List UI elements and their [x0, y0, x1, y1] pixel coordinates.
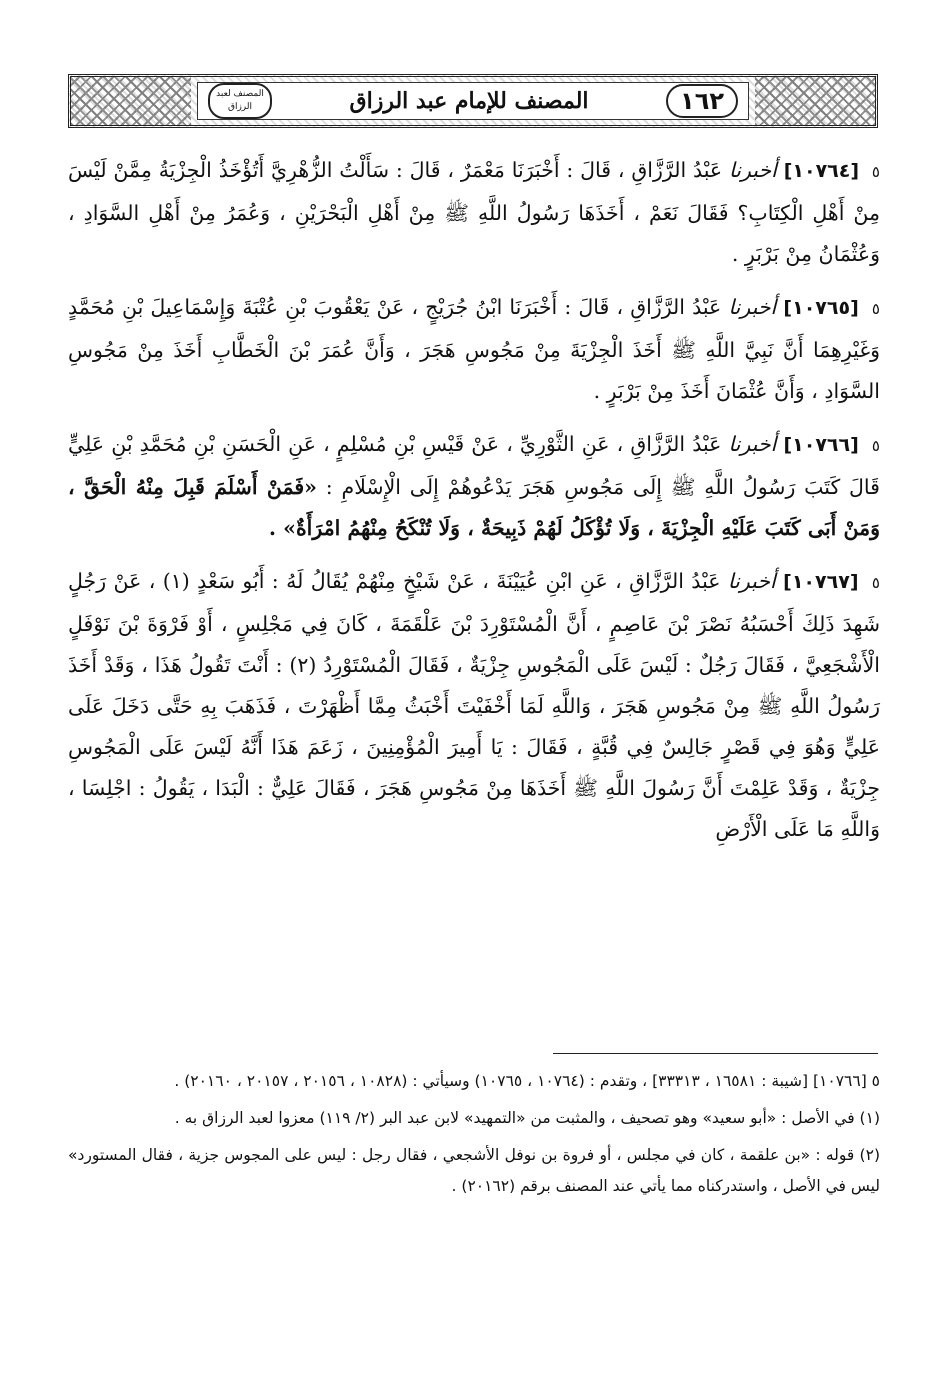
hadith-entry: [68, 150, 880, 275]
hadith-number: [١٠٧٦٧]: [783, 571, 859, 593]
hadith-entry: [68, 561, 880, 850]
hadith-text: عَبْدُ الرَّزَّاقِ ، قَالَ : أَخْبَرَنَا مَعْمَرٌ ، قَالَ : سَأَلْتُ الزُّهْرِيَّ أَتُؤْخَذُ الْجِزْيَةُ مِمَّنْ لَيْسَ مِنْ أَهْلِ الْكِتَابِ؟ فَقَالَ نَعَمْ ، أَخَذَهَا رَسُولُ اللَّهِ ﷺ مِنْ أَهْلِ الْبَحْرَيْنِ ، وَعُمَرُ مِنْ أَهْلِ السَّوَادِ ، وَعُثْمَانُ مِنْ بَرْبَرٍ .: [68, 158, 880, 266]
page-header: [68, 74, 878, 128]
hadith-text: عَبْدُ الرَّزَّاقِ ، عَنِ الثَّوْرِيِّ ، عَنْ قَيْسِ بْنِ مُسْلِمٍ ، عَنِ الْحَسَنِ بْنِ مُحَمَّدِ بْنِ عَلِيٍّ قَالَ كَتَبَ رَسُولُ اللَّهِ ﷺ إِلَى مَجُوسِ هَجَرَ يَدْعُوهُمْ إِلَى الْإِسْلَامِ :: [68, 432, 880, 499]
akhbarana-word: أخبرنا: [727, 569, 776, 593]
hadith-quote: «فَمَنْ أَسْلَمَ قَبِلَ مِنْهُ الْحَقَّ ، وَمَنْ أَبَى كَتَبَ عَلَيْهِ الْجِزْيَةَ ، وَلَا تُؤْكَلُ لَهُمْ ذَبِيحَةٌ ، وَلَا تُنْكَحُ مِنْهُمُ امْرَأَةٌ» .: [68, 475, 880, 540]
main-text: [68, 150, 880, 862]
book-seal-logo: المصنف لعبد الرزاق: [208, 83, 272, 119]
akhbarana-word: أخبرنا: [728, 432, 777, 456]
page-number: ١٦٢: [666, 84, 738, 118]
hadith-text: عَبْدُ الرَّزَّاقِ ، قَالَ : أَخْبَرَنَا ابْنُ جُرَيْجٍ ، عَنْ يَعْقُوبَ بْنِ عُتْبَةَ وَإِسْمَاعِيلَ بْنِ مُحَمَّدٍ وَغَيْرِهِمَا أَنَّ نَبِيَّ اللَّهِ ﷺ أَخَذَ الْجِزْيَةَ مِنْ مَجُوسِ هَجَرَ ، وَأَنَّ عُمَرَ بْنَ الْخَطَّابِ أَخَذَ مِنْ مَجُوسِ السَّوَادِ ، وَأَنَّ عُثْمَانَ أَخَذَ مِنْ بَرْبَرٍ .: [68, 295, 880, 403]
book-title: المصنف للإمام عبد الرزاق: [349, 88, 589, 114]
header-ornament-right: [755, 77, 875, 125]
header-ornament-left: [71, 77, 191, 125]
akhbarana-word: أخبرنا: [729, 158, 777, 182]
header-title-bar: [197, 82, 749, 120]
hadith-marker: ٥: [871, 300, 880, 318]
footnote-1: (١) في الأصل : «أبو سعيد» وهو تصحيف ، والمثبت من «التمهيد» لابن عبد البر (٢/ ١١٩) معزوا لعبد الرزاق به .: [174, 1109, 880, 1127]
footnote-2: (٢) قوله : «بن علقمة ، كان في مجلس ، أو فروة بن نوفل الأشجعي ، فقال رجل : ليس على المجوس جزية ، فقال المستورد» ليس في الأصل ، واستدركناه مما يأتي عند المصنف برقم (٢٠١٦٢) .: [68, 1146, 880, 1195]
hadith-entry: [68, 287, 880, 412]
hadith-marker: ٥: [871, 574, 880, 592]
hadith-number: [١٠٧٦٦]: [783, 434, 859, 456]
hadith-entry: [68, 424, 880, 549]
hadith-number: [١٠٧٦٤]: [783, 160, 860, 182]
akhbarana-word: أخبرنا: [728, 295, 777, 319]
footnotes: [68, 1066, 880, 1208]
hadith-text: عَبْدُ الرَّزَّاقِ ، عَنِ ابْنِ عُيَيْنَةَ ، عَنْ شَيْخٍ مِنْهُمْ يُقَالُ لَهُ : أَبُو سَعْدٍ (١) ، عَنْ رَجُلٍ شَهِدَ ذَلِكَ أَحْسَبُهُ نَصْرَ بْنَ عَاصِمٍ ، أَنَّ الْمُسْتَوْرِدَ بْنَ عَلْقَمَةَ ، كَانَ فِي مَجْلِسٍ ، أَوْ فَرْوَةَ بْنَ نَوْفَلٍ الْأَشْجَعِيَّ ، فَقَالَ رَجُلٌ : لَيْسَ عَلَى الْمَجُوسِ جِزْيَةٌ ، فَقَالَ الْمُسْتَوْرِدُ (٢) : أَنْتَ تَقُولُ هَذَا ، وَقَدْ أَخَذَ رَسُولُ اللَّهِ ﷺ مِنْ مَجُوسِ هَجَرَ ، وَاللَّهِ لَمَا أَخْفَيْتَ أَخْبَثُ مِمَّا أَظْهَرْتَ ، فَذَهَبَ بِهِ حَتَّى دَخَلَ عَلَى عَلِيٍّ وَهُوَ فِي قَصْرٍ جَالِسٌ فِي قُبَّةٍ ، فَقَالَ : يَا أَمِيرَ الْمُؤْمِنِينَ ، زَعَمَ هَذَا أَنَّهُ لَيْسَ عَلَى الْمَجُوسِ جِزْيَةٌ ، وَقَدْ عَلِمْتَ أَنَّ رَسُولَ اللَّهِ ﷺ أَخَذَهَا مِنْ مَجُوسِ هَجَرَ ، فَقَالَ عَلِيٌّ : الْبَدَا ، يَقُولُ : اجْلِسَا ، وَاللَّهِ مَا عَلَى الْأَرْضِ: [68, 569, 880, 841]
footnote-divider: [553, 1053, 878, 1054]
hadith-marker: ٥: [871, 437, 880, 455]
hadith-marker: ٥: [871, 163, 880, 181]
hadith-number: [١٠٧٦٥]: [783, 297, 859, 319]
footnote-source: ٥ [١٠٧٦٦] [شيبة : ١٦٥٨١ ، ٣٣٣١٣] ، وتقدم : (١٠٧٦٤ ، ١٠٧٦٥) وسيأتي : (١٠٨٢٨ ، ٢٠١٥٦ ، ٢٠١٥٧ ، ٢٠١٦٠) .: [174, 1072, 880, 1090]
